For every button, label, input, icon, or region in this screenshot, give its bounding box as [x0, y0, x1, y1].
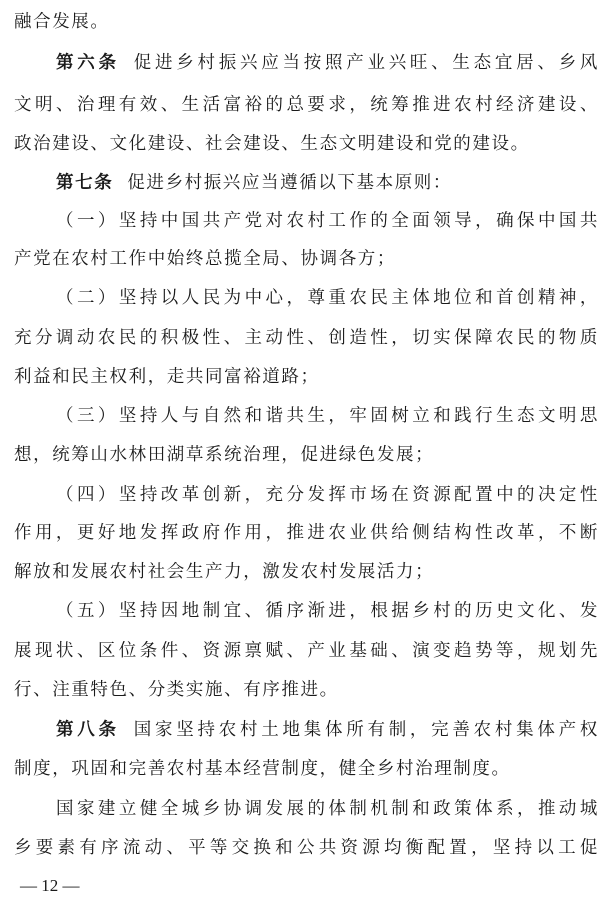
text-line: （二）坚持以人民为中心，尊重农民主体地位和首创精神，: [56, 288, 599, 308]
article-heading: 第七条: [56, 173, 114, 193]
text-line: 作用，更好地发挥政府作用，推进农业供给侧结构性改革，不断: [14, 523, 599, 543]
text-line: 政治建设、文化建设、社会建设、生态文明建设和党的建设。: [14, 134, 530, 154]
article-text: 促进乡村振兴应当按照产业兴旺、生态宜居、乡风: [133, 53, 599, 73]
text-line: 行、注重特色、分类实施、有序推进。: [14, 680, 339, 700]
article-heading: 第六条: [56, 53, 120, 73]
text-line: 充分调动农民的积极性、主动性、创造性，切实保障农民的物质: [14, 328, 599, 348]
text-line: （三）坚持人与自然和谐共生，牢固树立和践行生态文明思: [56, 406, 599, 426]
text-line: 文明、治理有效、生活富裕的总要求，统筹推进农村经济建设、: [14, 95, 599, 115]
article-text: 促进乡村振兴应当遵循以下基本原则：: [127, 173, 453, 193]
text-line: 乡要素有序流动、平等交换和公共资源均衡配置，坚持以工促: [14, 838, 599, 858]
text-line: 产党在农村工作中始终总揽全局、协调各方；: [14, 249, 396, 269]
article-six-line: [56, 48, 599, 78]
article-heading: 第八条: [56, 720, 120, 740]
article-seven-line: [56, 168, 599, 198]
text-line: （五）坚持因地制宜、循序渐进，根据乡村的历史文化、发: [56, 601, 599, 621]
text-line: 解放和发展农村社会生产力，激发农村发展活力；: [14, 562, 435, 582]
text-line: （四）坚持改革创新，充分发挥市场在资源配置中的决定性: [56, 485, 599, 505]
text-line: 想，统筹山水林田湖草系统治理，促进绿色发展；: [14, 445, 435, 465]
text-line: 展现状、区位条件、资源禀赋、产业基础、演变趋势等，规划先: [14, 641, 599, 661]
text-line: 利益和民主权利，走共同富裕道路；: [14, 367, 320, 387]
text-line: 制度，巩固和完善农村基本经营制度，健全乡村治理制度。: [14, 759, 511, 779]
text-line: （一）坚持中国共产党对农村工作的全面领导，确保中国共: [56, 211, 599, 231]
text-line: 融合发展。: [14, 12, 110, 32]
page-number: — 12 —: [20, 876, 80, 895]
text-line: 国家建立健全城乡协调发展的体制机制和政策体系，推动城: [56, 799, 599, 819]
article-eight-line: [56, 715, 599, 745]
article-text: 国家坚持农村土地集体所有制，完善农村集体产权: [133, 720, 599, 740]
